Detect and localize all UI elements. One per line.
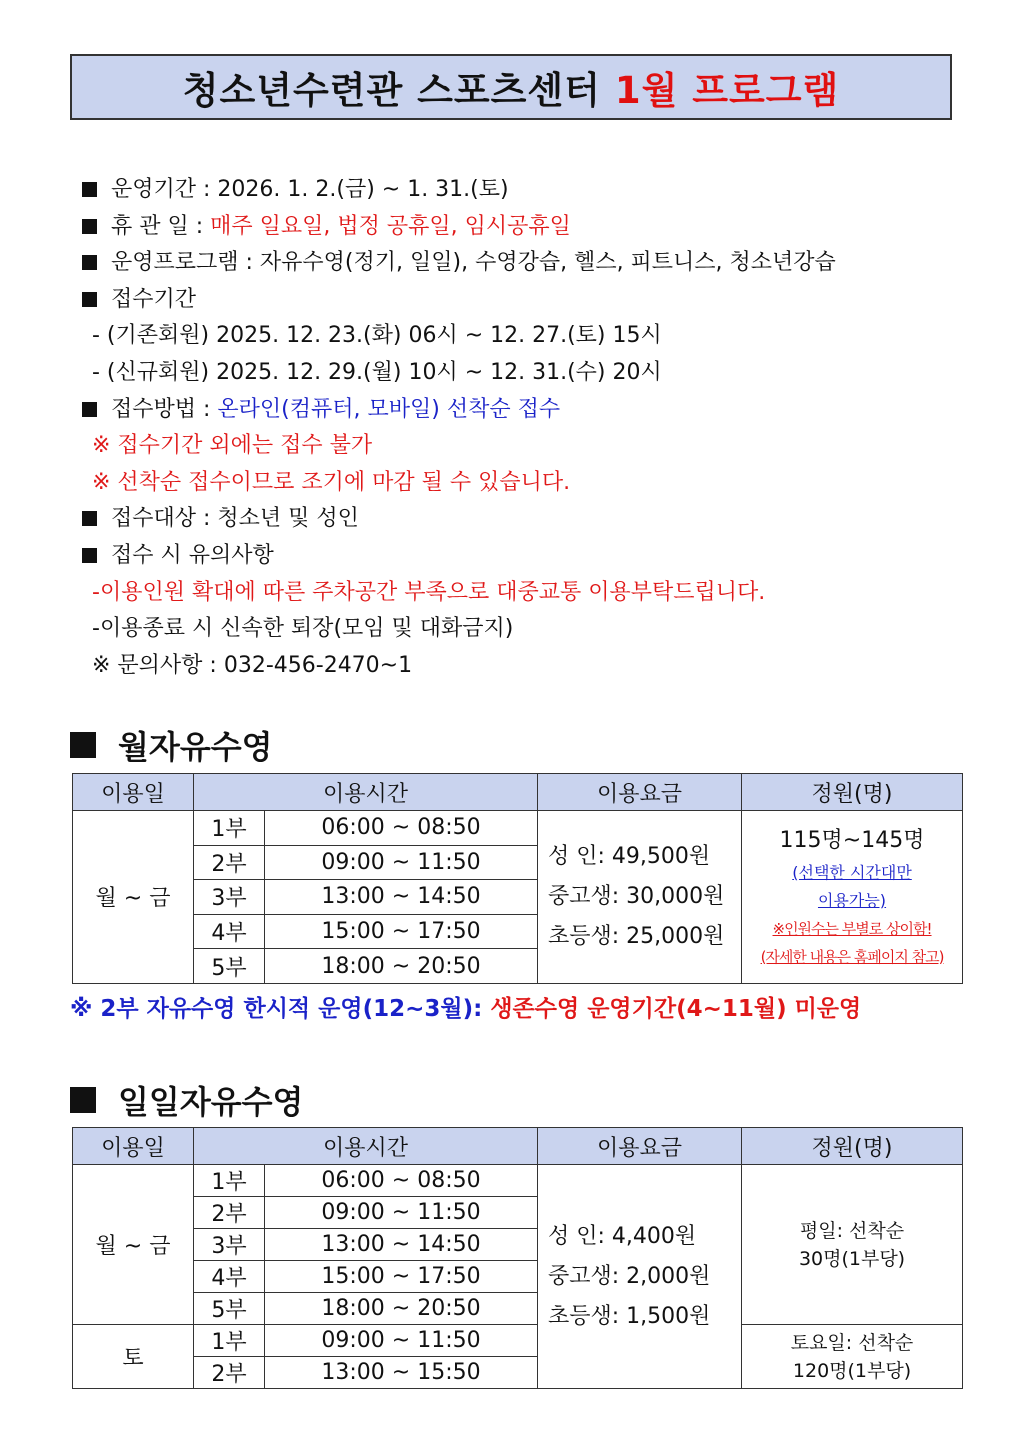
info-closed: 휴 관 일 : 매주 일요일, 법정 공휴일, 임시공휴일	[82, 209, 962, 246]
header-fee: 이용요금	[538, 774, 742, 811]
time-cell: 18:00 ~ 20:50	[265, 949, 538, 984]
info-programs: 운영프로그램 : 자유수영(정기, 일일), 수영강습, 헬스, 피트니스, 청소년강습	[82, 245, 962, 282]
square-bullet-icon	[70, 732, 96, 758]
saturday-capacity-line-1: 토요일: 선착순	[790, 1331, 914, 1354]
monthly-section-title: 월자유수영	[70, 722, 273, 768]
info-target: 접수대상 : 청소년 및 성인	[82, 501, 962, 538]
time-cell: 13:00 ~ 14:50	[265, 880, 538, 915]
info-list	[82, 172, 962, 684]
square-bullet-icon	[82, 255, 97, 270]
fee-adult: 성 인: 4,400원	[548, 1223, 697, 1249]
daily-section-title: 일일자유수영	[70, 1077, 303, 1123]
monthly-note	[70, 990, 861, 1023]
time-cell: 13:00 ~ 14:50	[265, 1229, 538, 1261]
info-warning-1: ※ 접수기간 외에는 접수 불가	[92, 433, 373, 459]
monthly-schedule-table	[72, 773, 963, 984]
capacity-main: 115명~145명	[779, 827, 925, 853]
square-bullet-icon	[82, 182, 97, 197]
fee-cell	[538, 1165, 742, 1389]
title-main: 청소년수련관 스포츠센터	[182, 69, 601, 112]
saturday-capacity-cell	[742, 1325, 963, 1389]
time-cell: 06:00 ~ 08:50	[265, 1165, 538, 1197]
info-notice-title: 접수 시 유의사항	[82, 538, 962, 575]
info-method: 접수방법 : 온라인(컴퓨터, 모바일) 선착순 접수	[82, 392, 962, 429]
time-cell: 15:00 ~ 17:50	[265, 914, 538, 949]
part-cell: 2부	[194, 1197, 265, 1229]
fee-teen: 중고생: 2,000원	[548, 1263, 711, 1289]
table-header-row	[73, 774, 963, 811]
info-new-members: - (신규회원) 2025. 12. 29.(월) 10시 ~ 12. 31.(수) 20시	[92, 359, 662, 385]
time-cell: 09:00 ~ 11:50	[265, 1325, 538, 1357]
info-registration: 접수기간	[82, 282, 962, 319]
square-bullet-icon	[82, 219, 97, 234]
fee-cell	[538, 811, 742, 984]
part-cell: 2부	[194, 845, 265, 880]
part-cell: 4부	[194, 914, 265, 949]
day-cell: 월 ~ 금	[73, 811, 194, 984]
table-header-row	[73, 1128, 963, 1165]
info-warning-2: ※ 선착순 접수이므로 조기에 마감 될 수 있습니다.	[92, 469, 571, 495]
square-bullet-icon	[82, 548, 97, 563]
header-day: 이용일	[73, 774, 194, 811]
weekday-capacity-line-1: 평일: 선착순	[799, 1219, 905, 1242]
monthly-note-blue: ※ 2부 자유수영 한시적 운영(12~3월):	[70, 996, 483, 1022]
header-day: 이용일	[73, 1128, 194, 1165]
header-capacity: 정원(명)	[742, 1128, 963, 1165]
part-cell: 5부	[194, 949, 265, 984]
time-cell: 09:00 ~ 11:50	[265, 845, 538, 880]
info-notice-1: -이용인원 확대에 따른 주차공간 부족으로 대중교통 이용부탁드립니다.	[92, 579, 766, 605]
table-row	[73, 1165, 963, 1197]
capacity-cell	[742, 811, 963, 984]
part-cell: 3부	[194, 1229, 265, 1261]
part-cell: 1부	[194, 811, 265, 846]
info-notice-2: -이용종료 시 신속한 퇴장(모임 및 대화금지)	[92, 616, 514, 642]
square-bullet-icon	[82, 292, 97, 307]
capacity-note-red-2: (자세한 내용은 홈페이지 참고)	[760, 947, 944, 966]
part-cell: 2부	[194, 1357, 265, 1389]
header-fee: 이용요금	[538, 1128, 742, 1165]
square-bullet-icon	[70, 1087, 96, 1113]
weekday-capacity-line-2: 30명(1부당)	[798, 1247, 906, 1270]
header-time: 이용시간	[194, 774, 538, 811]
capacity-note-red-1: ※인원수는 부별로 상이함!	[772, 919, 932, 938]
part-cell: 1부	[194, 1325, 265, 1357]
part-cell: 1부	[194, 1165, 265, 1197]
header-time: 이용시간	[194, 1128, 538, 1165]
part-cell: 3부	[194, 880, 265, 915]
info-contact: ※ 문의사항 : 032-456-2470~1	[92, 652, 413, 678]
square-bullet-icon	[82, 511, 97, 526]
square-bullet-icon	[82, 402, 97, 417]
part-cell: 5부	[194, 1293, 265, 1325]
capacity-note-blue-1: (선택한 시간대만	[792, 862, 912, 882]
time-cell: 09:00 ~ 11:50	[265, 1197, 538, 1229]
fee-child: 초등생: 25,000원	[548, 923, 725, 949]
info-existing-members: - (기존회원) 2025. 12. 23.(화) 06시 ~ 12. 27.(토) 15시	[92, 323, 662, 349]
saturday-capacity-line-2: 120명(1부당)	[792, 1359, 912, 1382]
time-cell: 13:00 ~ 15:50	[265, 1357, 538, 1389]
day-cell: 월 ~ 금	[73, 1165, 194, 1325]
saturday-day-cell: 토	[73, 1325, 194, 1389]
title-highlight: 1월 프로그램	[614, 69, 840, 112]
table-row	[73, 1325, 963, 1357]
monthly-note-red: 생존수영 운영기간(4~11월) 미운영	[490, 996, 862, 1022]
time-cell: 06:00 ~ 08:50	[265, 811, 538, 846]
page-title	[70, 54, 952, 120]
table-row	[73, 811, 963, 846]
capacity-note-blue-2: 이용가능)	[817, 890, 887, 910]
part-cell: 4부	[194, 1261, 265, 1293]
daily-schedule-table	[72, 1127, 963, 1389]
fee-adult: 성 인: 49,500원	[548, 843, 711, 869]
weekday-capacity-cell	[742, 1165, 963, 1325]
fee-child: 초등생: 1,500원	[548, 1303, 711, 1329]
time-cell: 18:00 ~ 20:50	[265, 1293, 538, 1325]
time-cell: 15:00 ~ 17:50	[265, 1261, 538, 1293]
header-capacity: 정원(명)	[742, 774, 963, 811]
info-period: 운영기간 : 2026. 1. 2.(금) ~ 1. 31.(토)	[82, 172, 962, 209]
fee-teen: 중고생: 30,000원	[548, 883, 725, 909]
